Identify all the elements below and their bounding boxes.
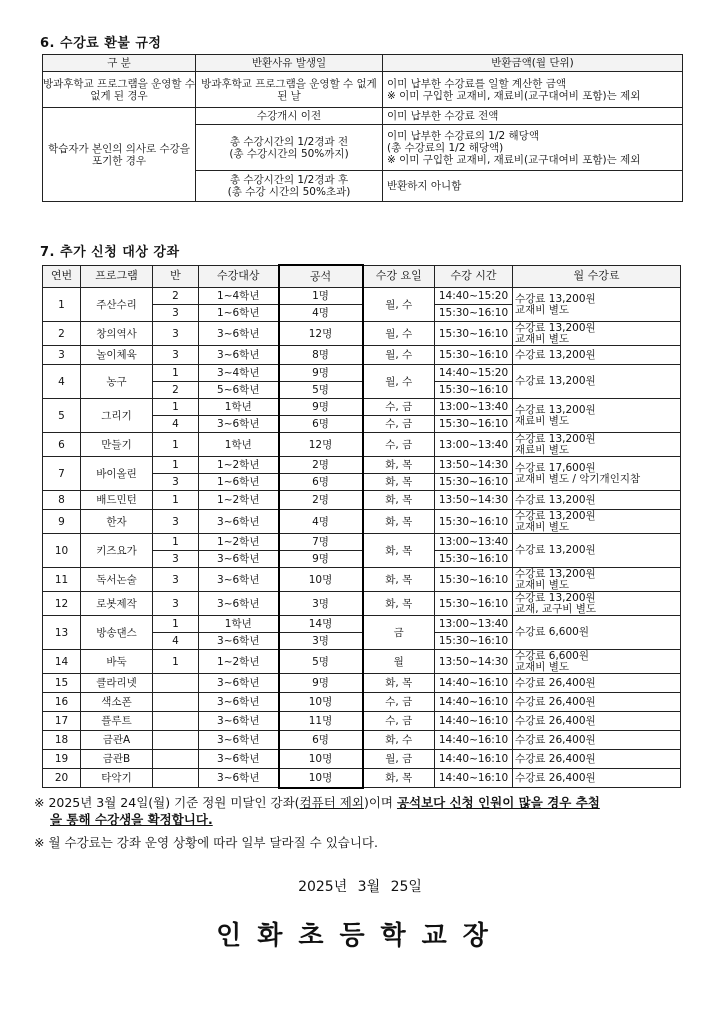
course-fee-line: 수강료 13,200원 <box>515 293 596 305</box>
course-fee <box>513 731 681 750</box>
course-name: 만들기 <box>81 433 153 457</box>
course-class: 3 <box>153 305 199 322</box>
course-number: 14 <box>43 650 81 674</box>
course-fee-line: 수강료 13,200원 <box>515 348 596 361</box>
course-class: 3 <box>153 346 199 365</box>
course-target: 3~6학년 <box>199 769 279 788</box>
course-name: 금관B <box>81 750 153 769</box>
course-fee <box>513 346 681 365</box>
course-target: 3~6학년 <box>199 346 279 365</box>
col-header-days: 수강 요일 <box>363 265 435 288</box>
course-number: 6 <box>43 433 81 457</box>
course-class <box>153 731 199 750</box>
note-lottery-underline: 컴퓨터 제외 <box>299 795 364 810</box>
table-row <box>43 592 681 616</box>
course-fee-line: 교재비 별도 <box>515 303 570 316</box>
course-class: 1 <box>153 433 199 457</box>
refund-row2-amount-2-line3: ※ 이미 구입한 교재비, 재료비(교구대여비 포함)는 제외 <box>387 153 641 166</box>
course-name: 플루트 <box>81 712 153 731</box>
course-number: 17 <box>43 712 81 731</box>
course-days: 화, 목 <box>363 592 435 616</box>
course-target: 1~2학년 <box>199 650 279 674</box>
course-fee <box>513 750 681 769</box>
course-days: 수, 금 <box>363 399 435 416</box>
refund-row2-date-2 <box>196 125 383 171</box>
course-fee <box>513 592 681 616</box>
course-seats: 6명 <box>279 731 363 750</box>
course-fee <box>513 769 681 788</box>
course-seats: 3명 <box>279 592 363 616</box>
refund-row2-amount-3: 반환하지 아니함 <box>383 171 683 202</box>
course-name: 농구 <box>81 365 153 399</box>
course-name: 그리기 <box>81 399 153 433</box>
course-target: 1학년 <box>199 433 279 457</box>
course-seats: 11명 <box>279 712 363 731</box>
refund-row2-date-2-line1: 총 수강시간의 1/2경과 전 <box>229 135 349 148</box>
course-fee <box>513 288 681 322</box>
course-time: 15:30~16:10 <box>435 633 513 650</box>
course-fee-line: 수강료 13,200원 <box>515 544 596 557</box>
course-class: 3 <box>153 322 199 346</box>
course-seats: 12명 <box>279 322 363 346</box>
note-lottery-bold2: 을 통해 수강생을 확정합니다. <box>50 812 213 827</box>
course-name: 클라리넷 <box>81 674 153 693</box>
refund-section-title: 6. 수강료 환불 규정 <box>40 36 162 51</box>
col-header-time: 수강 시간 <box>435 265 513 288</box>
note-lottery-bold: 공석보다 신청 인원이 많을 경우 추첨 <box>396 795 600 810</box>
document-date: 2025년 3월 25일 <box>298 879 422 895</box>
course-fee <box>513 491 681 510</box>
course-fee-line: 수강료 13,200원 <box>515 510 596 522</box>
course-fee <box>513 322 681 346</box>
course-target: 3~6학년 <box>199 510 279 534</box>
course-class: 3 <box>153 568 199 592</box>
course-fee <box>513 365 681 399</box>
course-number: 20 <box>43 769 81 788</box>
course-days: 월, 금 <box>363 750 435 769</box>
course-seats: 8명 <box>279 346 363 365</box>
course-time: 14:40~16:10 <box>435 769 513 788</box>
course-time: 15:30~16:10 <box>435 551 513 568</box>
course-target: 3~6학년 <box>199 551 279 568</box>
course-number: 2 <box>43 322 81 346</box>
course-fee <box>513 510 681 534</box>
course-time: 15:30~16:10 <box>435 346 513 365</box>
col-header-class: 반 <box>153 265 199 288</box>
course-fee-line: 교재비 별도 <box>515 520 570 533</box>
course-time: 14:40~16:10 <box>435 693 513 712</box>
course-fee-line: 수강료 17,600원 <box>515 462 596 474</box>
course-class <box>153 693 199 712</box>
note-lottery-text-a: ※ 2025년 3월 24일(월) 기준 정원 미달인 강좌( <box>34 795 300 810</box>
course-seats: 6명 <box>279 416 363 433</box>
table-row <box>43 568 681 592</box>
refund-header-category: 구 분 <box>43 55 196 72</box>
course-days: 수, 금 <box>363 416 435 433</box>
course-name: 주산수리 <box>81 288 153 322</box>
refund-row2-amount-2 <box>383 125 683 171</box>
courses-table <box>42 264 681 789</box>
course-class: 1 <box>153 616 199 633</box>
course-target: 1~6학년 <box>199 305 279 322</box>
course-name: 타악기 <box>81 769 153 788</box>
course-time: 14:40~15:20 <box>435 288 513 305</box>
course-fee-line: 재료비 별도 <box>515 443 570 456</box>
table-row <box>43 399 681 416</box>
col-header-seats: 공석 <box>279 265 363 288</box>
course-class: 4 <box>153 416 199 433</box>
course-class: 1 <box>153 534 199 551</box>
course-time: 14:40~16:10 <box>435 750 513 769</box>
course-class: 1 <box>153 365 199 382</box>
course-class <box>153 750 199 769</box>
course-name: 놀이체육 <box>81 346 153 365</box>
course-class: 3 <box>153 510 199 534</box>
course-time: 14:40~16:10 <box>435 674 513 693</box>
course-number: 12 <box>43 592 81 616</box>
col-header-fee: 월 수강료 <box>513 265 681 288</box>
course-name: 색소폰 <box>81 693 153 712</box>
course-seats: 9명 <box>279 365 363 382</box>
table-row <box>43 731 681 750</box>
course-target: 3~6학년 <box>199 731 279 750</box>
course-time: 13:50~14:30 <box>435 457 513 474</box>
refund-row1-amount-line2: ※ 이미 구입한 교재비, 재료비(교구대여비 포함)는 제외 <box>387 89 641 102</box>
course-days: 수, 금 <box>363 693 435 712</box>
course-seats: 14명 <box>279 616 363 633</box>
course-seats: 2명 <box>279 491 363 510</box>
course-seats: 10명 <box>279 568 363 592</box>
course-fee-line: 수강료 13,200원 <box>515 493 596 506</box>
course-time: 15:30~16:10 <box>435 568 513 592</box>
course-name: 방송댄스 <box>81 616 153 650</box>
course-time: 15:30~16:10 <box>435 305 513 322</box>
course-fee-line: 수강료 26,400원 <box>515 676 596 689</box>
refund-row2-date-1: 수강개시 이전 <box>196 108 383 125</box>
course-seats: 12명 <box>279 433 363 457</box>
course-days: 수, 금 <box>363 433 435 457</box>
col-header-no: 연번 <box>43 265 81 288</box>
course-target: 1학년 <box>199 616 279 633</box>
course-class: 3 <box>153 551 199 568</box>
course-class: 1 <box>153 650 199 674</box>
course-days: 화, 목 <box>363 474 435 491</box>
refund-header-date: 반환사유 발생일 <box>196 55 383 72</box>
course-fee <box>513 457 681 491</box>
course-time: 15:30~16:10 <box>435 510 513 534</box>
course-class: 2 <box>153 288 199 305</box>
course-seats: 7명 <box>279 534 363 551</box>
course-time: 14:40~15:20 <box>435 365 513 382</box>
course-name: 한자 <box>81 510 153 534</box>
course-fee-line: 수강료 26,400원 <box>515 752 596 765</box>
course-fee-line: 교재비 별도 / 악기개인지참 <box>515 472 641 485</box>
course-number: 9 <box>43 510 81 534</box>
course-target: 1~4학년 <box>199 288 279 305</box>
course-fee <box>513 650 681 674</box>
course-seats: 9명 <box>279 399 363 416</box>
course-seats: 9명 <box>279 674 363 693</box>
course-target: 1~6학년 <box>199 474 279 491</box>
course-fee <box>513 433 681 457</box>
course-target: 3~6학년 <box>199 322 279 346</box>
course-time: 13:50~14:30 <box>435 491 513 510</box>
course-number: 8 <box>43 491 81 510</box>
courses-section-title: 7. 추가 신청 대상 강좌 <box>40 245 180 260</box>
course-time: 15:30~16:10 <box>435 592 513 616</box>
course-days: 화, 목 <box>363 674 435 693</box>
course-days: 화, 목 <box>363 769 435 788</box>
course-class: 1 <box>153 457 199 474</box>
course-class: 3 <box>153 592 199 616</box>
course-class <box>153 674 199 693</box>
course-time: 14:40~16:10 <box>435 731 513 750</box>
course-target: 3~6학년 <box>199 693 279 712</box>
note-fee-change: ※ 월 수강료는 강좌 운영 상황에 따라 일부 달라질 수 있습니다. <box>34 835 378 850</box>
course-class: 1 <box>153 399 199 416</box>
course-number: 5 <box>43 399 81 433</box>
table-row <box>43 288 681 305</box>
course-time: 15:30~16:10 <box>435 474 513 491</box>
course-fee-line: 수강료 13,200원 <box>515 568 596 580</box>
course-seats: 10명 <box>279 750 363 769</box>
table-row <box>43 322 681 346</box>
table-row <box>43 433 681 457</box>
course-seats: 9명 <box>279 551 363 568</box>
course-days: 화, 목 <box>363 457 435 474</box>
course-days: 화, 목 <box>363 568 435 592</box>
course-days: 수, 금 <box>363 712 435 731</box>
course-target: 1~2학년 <box>199 491 279 510</box>
table-row <box>43 769 681 788</box>
table-row <box>43 534 681 551</box>
course-number: 10 <box>43 534 81 568</box>
course-number: 13 <box>43 616 81 650</box>
course-name: 독서논술 <box>81 568 153 592</box>
course-seats: 1명 <box>279 288 363 305</box>
course-target: 1~2학년 <box>199 534 279 551</box>
course-days: 화, 목 <box>363 534 435 568</box>
course-fee-line: 수강료 13,200원 <box>515 433 596 445</box>
course-seats: 2명 <box>279 457 363 474</box>
course-seats: 6명 <box>279 474 363 491</box>
course-class: 4 <box>153 633 199 650</box>
course-fee-line: 수강료 26,400원 <box>515 733 596 746</box>
refund-table <box>42 54 683 202</box>
course-fee-line: 수강료 13,200원 <box>515 592 596 604</box>
course-target: 3~6학년 <box>199 568 279 592</box>
course-time: 13:50~14:30 <box>435 650 513 674</box>
course-number: 3 <box>43 346 81 365</box>
refund-row2-category: 학습자가 본인의 의사로 수강을 포기한 경우 <box>43 108 196 202</box>
course-fee-line: 수강료 13,200원 <box>515 375 596 388</box>
refund-row2-date-3 <box>196 171 383 202</box>
refund-row2-date-2-line2: (총 수강시간의 50%까지) <box>229 147 349 160</box>
course-target: 3~6학년 <box>199 750 279 769</box>
course-fee-line: 수강료 26,400원 <box>515 714 596 727</box>
table-row <box>43 616 681 633</box>
course-seats: 4명 <box>279 305 363 322</box>
course-name: 창의역사 <box>81 322 153 346</box>
refund-row2-date-3-line2: (총 수강 시간의 50%초과) <box>227 186 351 198</box>
course-target: 1학년 <box>199 399 279 416</box>
course-seats: 10명 <box>279 769 363 788</box>
table-row <box>43 750 681 769</box>
col-header-target: 수강대상 <box>199 265 279 288</box>
course-fee <box>513 568 681 592</box>
refund-row2-amount-2-line1: 이미 납부한 수강료의 1/2 해당액 <box>387 129 539 142</box>
course-number: 15 <box>43 674 81 693</box>
course-fee <box>513 616 681 650</box>
course-fee-line: 수강료 26,400원 <box>515 771 596 784</box>
course-time: 13:00~13:40 <box>435 399 513 416</box>
table-row <box>43 491 681 510</box>
course-fee-line: 수강료 6,600원 <box>515 626 589 639</box>
course-time: 15:30~16:10 <box>435 416 513 433</box>
course-fee <box>513 674 681 693</box>
course-time: 15:30~16:10 <box>435 322 513 346</box>
course-target: 3~4학년 <box>199 365 279 382</box>
course-days: 월, 수 <box>363 346 435 365</box>
course-name: 금관A <box>81 731 153 750</box>
course-target: 3~6학년 <box>199 416 279 433</box>
course-days: 월, 수 <box>363 288 435 322</box>
course-number: 4 <box>43 365 81 399</box>
course-seats: 10명 <box>279 693 363 712</box>
course-fee <box>513 534 681 568</box>
note-lottery <box>34 794 600 828</box>
course-name: 키즈요가 <box>81 534 153 568</box>
course-fee-line: 교재비 별도 <box>515 578 570 591</box>
courses-body <box>43 288 681 788</box>
course-target: 3~6학년 <box>199 674 279 693</box>
course-fee <box>513 693 681 712</box>
course-number: 16 <box>43 693 81 712</box>
course-name: 바둑 <box>81 650 153 674</box>
course-time: 13:00~13:40 <box>435 616 513 633</box>
course-class <box>153 769 199 788</box>
refund-header-amount: 반환금액(월 단위) <box>383 55 683 72</box>
col-header-program: 프로그램 <box>81 265 153 288</box>
course-time: 15:30~16:10 <box>435 382 513 399</box>
course-name: 바이올린 <box>81 457 153 491</box>
course-seats: 3명 <box>279 633 363 650</box>
course-days: 월, 수 <box>363 322 435 346</box>
course-days: 화, 목 <box>363 491 435 510</box>
course-time: 13:00~13:40 <box>435 534 513 551</box>
table-row <box>43 674 681 693</box>
table-row <box>43 510 681 534</box>
course-class <box>153 712 199 731</box>
refund-row1-amount <box>383 72 683 108</box>
course-fee-line: 교재비 별도 <box>515 660 570 673</box>
course-target: 1~2학년 <box>199 457 279 474</box>
course-number: 18 <box>43 731 81 750</box>
course-number: 1 <box>43 288 81 322</box>
course-seats: 5명 <box>279 382 363 399</box>
course-days: 월 <box>363 650 435 674</box>
refund-row1-category: 방과후학교 프로그램을 운영할 수 없게 된 경우 <box>43 72 196 108</box>
course-time: 14:40~16:10 <box>435 712 513 731</box>
course-class: 1 <box>153 491 199 510</box>
refund-row2-amount-2-line2: (총 수강료의 1/2 해당액) <box>387 141 504 154</box>
refund-row1-date: 방과후학교 프로그램을 운영할 수 없게 된 날 <box>196 72 383 108</box>
table-row <box>43 693 681 712</box>
course-days: 금 <box>363 616 435 650</box>
course-fee-line: 수강료 13,200원 <box>515 404 596 416</box>
course-time: 13:00~13:40 <box>435 433 513 457</box>
course-target: 3~6학년 <box>199 712 279 731</box>
course-target: 3~6학년 <box>199 633 279 650</box>
course-target: 3~6학년 <box>199 592 279 616</box>
course-days: 화, 수 <box>363 731 435 750</box>
course-class: 2 <box>153 382 199 399</box>
note-lottery-text-b: )이며 <box>363 795 397 810</box>
table-row <box>43 457 681 474</box>
refund-row2-date-3-line1: 총 수강시간의 1/2경과 후 <box>229 174 349 186</box>
course-fee-line: 수강료 13,200원 <box>515 322 596 334</box>
course-name: 로봇제작 <box>81 592 153 616</box>
course-seats: 4명 <box>279 510 363 534</box>
table-row <box>43 346 681 365</box>
course-number: 11 <box>43 568 81 592</box>
course-fee-line: 교재비 별도 <box>515 332 570 345</box>
school-principal-signature: 인화초등학교장 <box>216 921 504 951</box>
course-fee-line: 수강료 6,600원 <box>515 650 589 662</box>
table-row <box>43 365 681 382</box>
course-fee <box>513 399 681 433</box>
course-class: 3 <box>153 474 199 491</box>
course-fee <box>513 712 681 731</box>
course-fee-line: 재료비 별도 <box>515 414 570 427</box>
course-fee-line: 교재, 교구비 별도 <box>515 602 597 615</box>
course-days: 월, 수 <box>363 365 435 399</box>
refund-row2-amount-1: 이미 납부한 수강료 전액 <box>383 108 683 125</box>
course-seats: 5명 <box>279 650 363 674</box>
course-target: 5~6학년 <box>199 382 279 399</box>
course-fee-line: 수강료 26,400원 <box>515 695 596 708</box>
course-number: 19 <box>43 750 81 769</box>
table-row <box>43 650 681 674</box>
table-row <box>43 712 681 731</box>
course-number: 7 <box>43 457 81 491</box>
course-days: 화, 목 <box>363 510 435 534</box>
course-name: 배드민턴 <box>81 491 153 510</box>
refund-row1-amount-line1: 이미 납부한 수강료를 일할 계산한 금액 <box>387 77 566 90</box>
